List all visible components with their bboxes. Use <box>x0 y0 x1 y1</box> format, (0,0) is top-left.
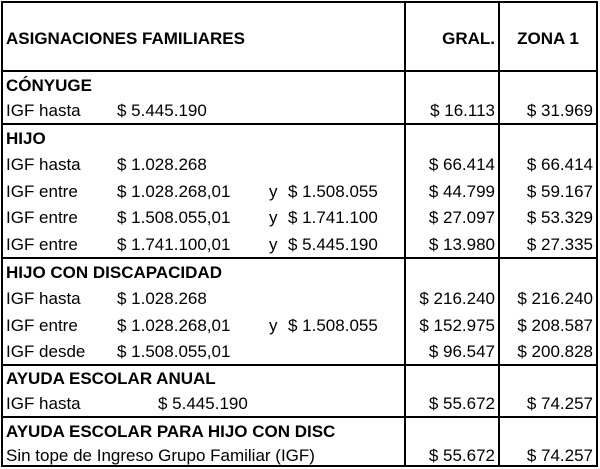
value-zona: $ 74.257 <box>526 394 593 413</box>
row-label: IGF hasta <box>6 289 81 308</box>
value-zona: $ 59.167 <box>526 182 593 201</box>
row-and: y <box>269 182 278 201</box>
row-from: $ 1.028.268 <box>117 155 207 174</box>
header-divider <box>3 70 596 72</box>
section-divider <box>3 364 596 366</box>
row-and: y <box>269 208 278 227</box>
row-from: $ 1.028.268 <box>117 289 207 308</box>
row-from: $ 5.445.190 <box>117 101 207 120</box>
value-gral: $ 152.975 <box>419 316 495 335</box>
section-title: HIJO <box>6 129 46 148</box>
row-label: IGF hasta <box>6 155 81 174</box>
row-label: IGF entre <box>6 208 78 227</box>
row-to: $ 1.741.100 <box>288 208 378 227</box>
allowances-table <box>1 1 598 467</box>
value-zona: $ 27.335 <box>526 235 593 254</box>
row-to: $ 1.508.055 <box>288 182 378 201</box>
row-from: $ 1.741.100,01 <box>117 235 231 254</box>
column-divider <box>498 3 500 465</box>
value-zona: $ 200.828 <box>517 342 593 361</box>
row-label: IGF entre <box>6 316 78 335</box>
value-gral: $ 66.414 <box>428 155 495 174</box>
row-from: $ 1.508.055,01 <box>117 208 231 227</box>
value-gral: $ 216.240 <box>419 289 495 308</box>
section-divider <box>3 257 596 259</box>
row-label: Sin tope de Ingreso Grupo Familiar (IGF) <box>6 446 315 465</box>
column-header-gral: GRAL. <box>442 29 495 48</box>
value-gral: $ 55.672 <box>428 394 495 413</box>
row-label: IGF entre <box>6 182 78 201</box>
table-title: ASIGNACIONES FAMILIARES <box>6 29 245 48</box>
value-zona: $ 74.257 <box>526 446 593 465</box>
row-from: $ 1.028.268,01 <box>117 182 231 201</box>
section-divider <box>3 123 596 125</box>
column-divider <box>404 3 406 465</box>
value-gral: $ 13.980 <box>428 235 495 254</box>
value-zona: $ 66.414 <box>526 155 593 174</box>
value-zona: $ 208.587 <box>517 316 593 335</box>
value-zona: $ 216.240 <box>517 289 593 308</box>
row-to: $ 1.508.055 <box>288 316 378 335</box>
row-and: y <box>269 235 278 254</box>
row-from: $ 5.445.190 <box>158 394 248 413</box>
section-title: AYUDA ESCOLAR ANUAL <box>6 369 216 388</box>
value-gral: $ 55.672 <box>428 446 495 465</box>
row-label: IGF desde <box>6 342 86 361</box>
section-title: CÓNYUGE <box>6 76 92 95</box>
row-from: $ 1.028.268,01 <box>117 316 231 335</box>
value-gral: $ 16.113 <box>430 101 495 120</box>
row-label: IGF hasta <box>6 101 81 120</box>
value-gral: $ 44.799 <box>428 182 495 201</box>
section-title: AYUDA ESCOLAR PARA HIJO CON DISC <box>6 422 336 441</box>
section-divider <box>3 416 596 418</box>
row-and: y <box>269 316 278 335</box>
value-gral: $ 96.547 <box>428 342 495 361</box>
row-from: $ 1.508.055,01 <box>117 342 231 361</box>
value-zona: $ 31.969 <box>526 101 593 120</box>
value-gral: $ 27.097 <box>428 208 495 227</box>
section-title: HIJO CON DISCAPACIDAD <box>6 263 222 282</box>
row-label: IGF entre <box>6 235 78 254</box>
column-header-zona: ZONA 1 <box>517 29 579 48</box>
value-zona: $ 53.329 <box>526 208 593 227</box>
row-label: IGF hasta <box>6 394 81 413</box>
row-to: $ 5.445.190 <box>288 235 378 254</box>
